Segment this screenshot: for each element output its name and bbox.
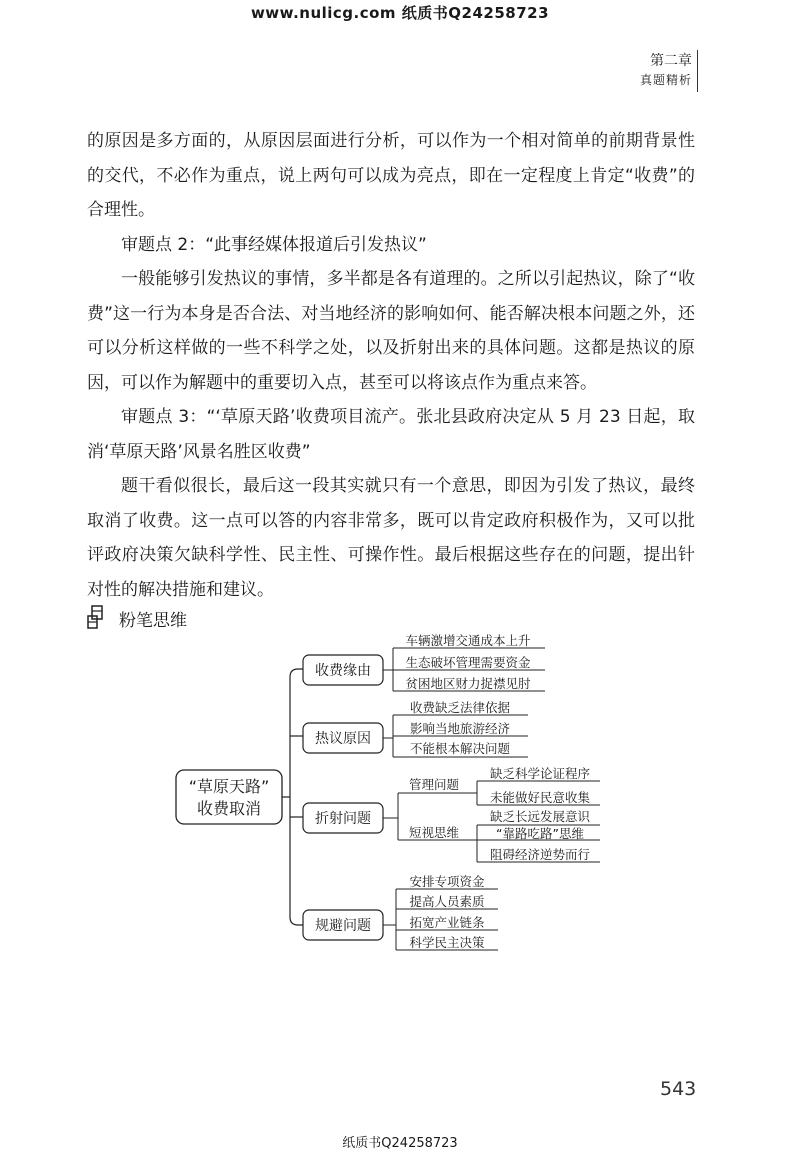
leaf: “靠路吃路”思维 <box>496 826 584 841</box>
paragraph: 一般能够引发热议的事情，多半都是各有道理的。之所以引起热议，除了“收费”这一行为本身是否合法、对当地经济的影响如何、能否解决根本问题之外，还可以分析这样做的一些不科学之处，以及折射出来的具体问题。这都是热议的原因，可以作为解题中的重要切入点，甚至可以将该点作为重点来答。 <box>87 269 695 393</box>
leaf: 影响当地旅游经济 <box>409 721 511 736</box>
branch-label: 折射问题 <box>315 811 371 827</box>
section-title: 粉笔思维 <box>119 610 187 631</box>
leaf: 科学民主决策 <box>409 935 485 950</box>
leaf: 安排专项资金 <box>409 874 485 889</box>
chapter-header <box>640 52 692 90</box>
root-line1: “草原天路” <box>188 777 270 796</box>
leaf: 未能做好民意收集 <box>489 790 591 805</box>
sub-branch-label: 短视思维 <box>408 825 460 840</box>
paragraph: 审题点 3：“‘草原天路’收费项目流产。张北县政府决定从 5 月 23 日起，取消‘草原天路’风景名胜区收费” <box>87 407 695 462</box>
leaf: 拓宽产业链条 <box>409 915 485 930</box>
body-text <box>87 124 695 607</box>
leaf: 贫困地区财力捉襟见肘 <box>405 676 531 691</box>
branch-label: 热议原因 <box>315 731 371 747</box>
chapter-title: 第二章 <box>650 53 692 69</box>
leaf: 不能根本解决问题 <box>409 741 511 756</box>
mind-map <box>0 620 800 980</box>
leaf: 车辆激增交通成本上升 <box>405 633 531 648</box>
chapter-divider <box>697 50 698 92</box>
trunk-connectors <box>282 669 303 925</box>
paragraph: 的原因是多方面的，从原因层面进行分析，可以作为一个相对简单的前期背景性的交代，不必作为重点，说上两句可以成为亮点，即在一定程度上肯定“收费”的合理性。 <box>87 131 695 220</box>
leaf: 阻碍经济逆势而行 <box>489 847 591 862</box>
sub-branch-label: 管理问题 <box>408 777 460 792</box>
chapter-subtitle: 真题精析 <box>639 73 692 87</box>
branch-label: 收费缘由 <box>315 663 371 679</box>
leaf: 收费缺乏法律依据 <box>409 700 511 715</box>
watermark-banner: www.nulicg.com 纸质书Q24258723 <box>250 4 550 22</box>
page-number: 543 <box>660 1078 697 1100</box>
paragraph: 审题点 2：“此事经媒体报道后引发热议” <box>121 234 427 255</box>
root-line2: 收费取消 <box>196 799 262 818</box>
leaf: 缺乏长远发展意识 <box>489 809 591 824</box>
leaf: 缺乏科学论证程序 <box>489 766 591 781</box>
paragraph: 题干看似很长，最后这一段其实就只有一个意思，即因为引发了热议，最终取消了收费。这一点可以答的内容非常多，既可以肯定政府积极作为，又可以批评政府决策欠缺科学性、民主性、可操作性。最后根据这些存在的问题，提出针对性的解决措施和建议。 <box>87 476 695 600</box>
footer-watermark: 纸质书Q24258723 <box>342 1136 458 1151</box>
branch-label: 规避问题 <box>315 918 371 934</box>
leaf: 提高人员素质 <box>409 894 485 909</box>
leaf: 生态破坏管理需要资金 <box>405 655 531 670</box>
